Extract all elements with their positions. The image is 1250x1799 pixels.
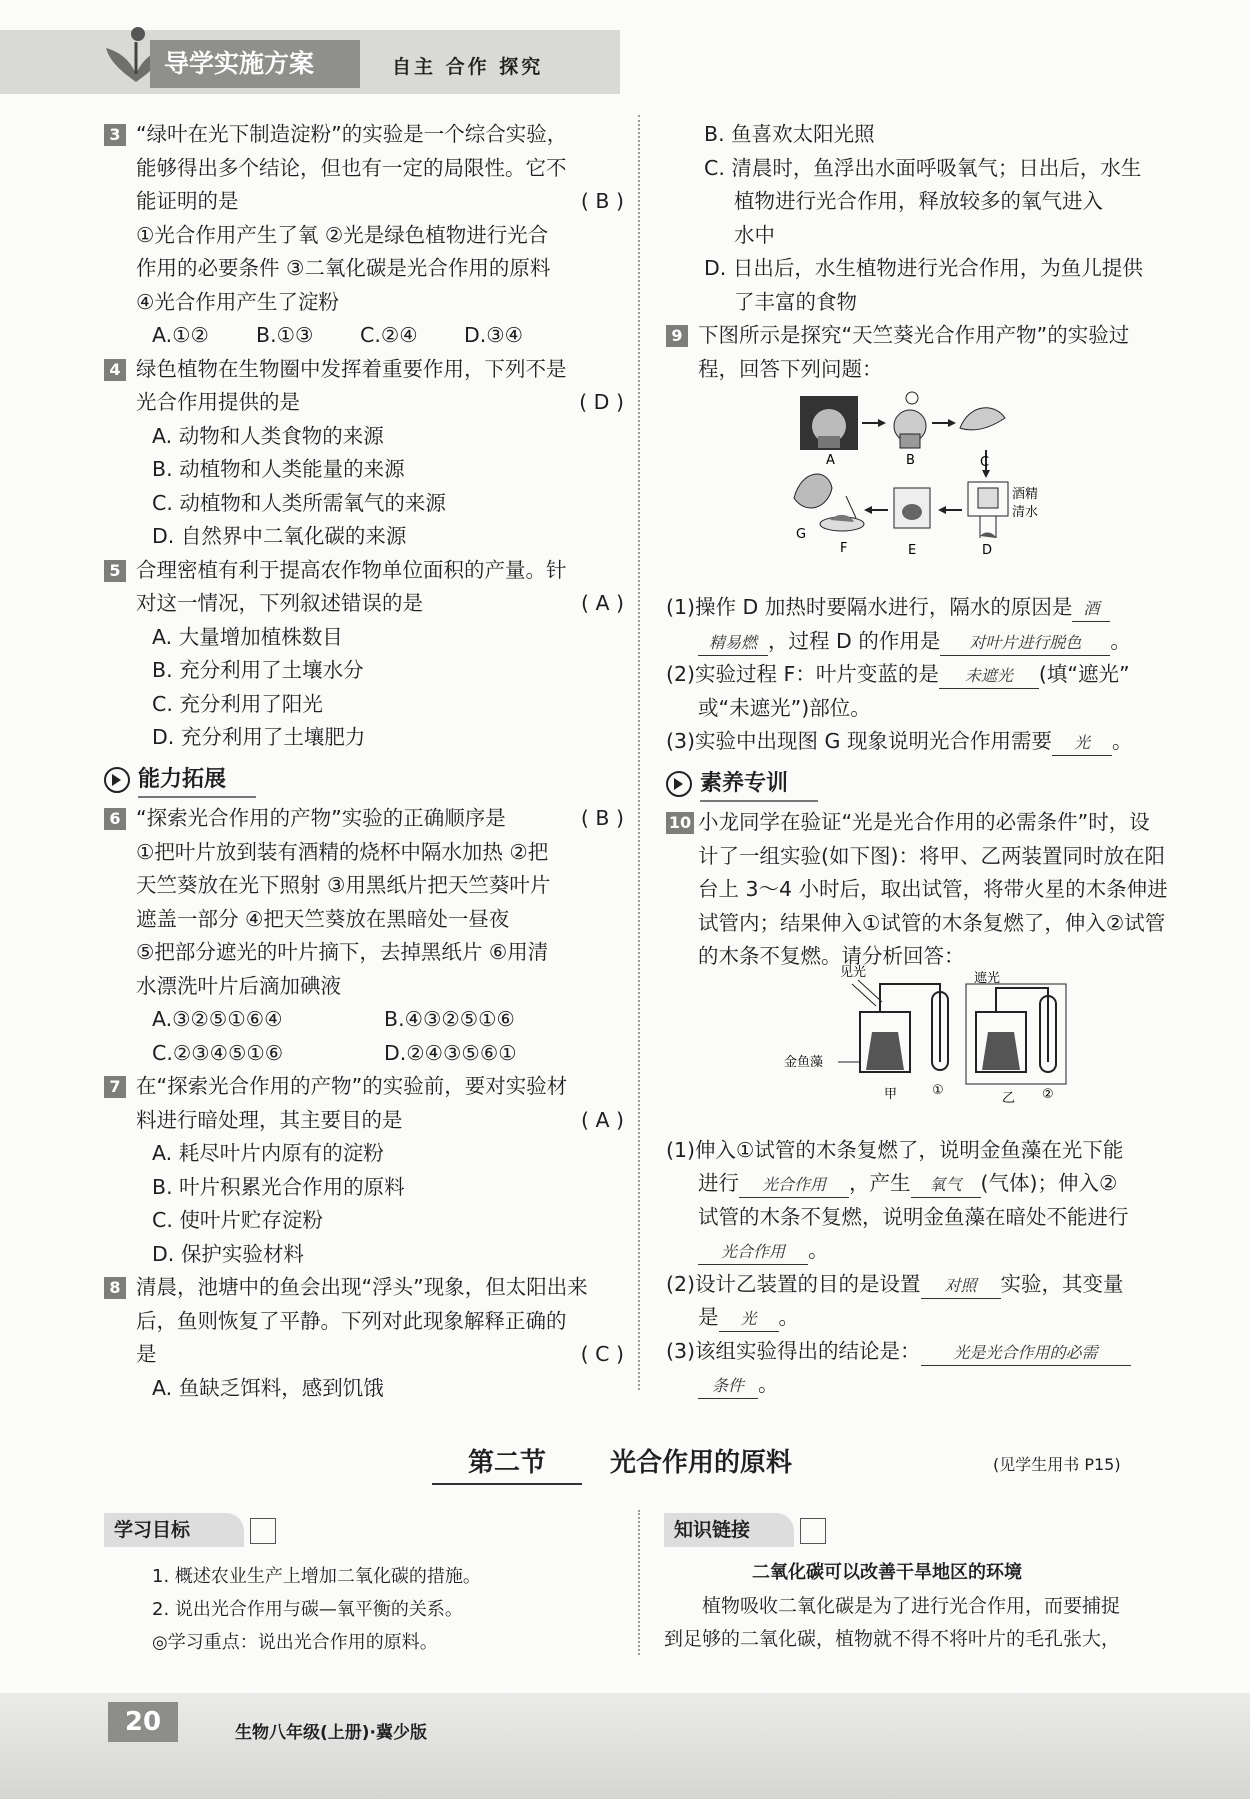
question-number: 8 <box>104 1277 126 1299</box>
options: A.①② B.①③ C.②④ D.③④ <box>152 323 524 347</box>
question-9: 9 下图所示是探究“天竺葵光合作用产物”的实验过 程，回答下列问题： <box>666 319 1170 386</box>
option: D. 日出后，水生植物进行光合作用，为鱼儿提供 <box>704 256 1143 280</box>
column-divider <box>638 115 640 1390</box>
option: C. 清晨时，鱼浮出水面呼吸氧气；日出后，水生 <box>704 155 1142 180</box>
q9-part3: (3)实验中出现图 G 现象说明光合作用需要 光 。 <box>666 725 1170 759</box>
link-arrow-icon <box>800 1518 826 1544</box>
right-column: B. 鱼喜欢太阳光照 C. 清晨时，鱼浮出水面呼吸氧气；日出后，水生 植物进行光合作用，释放较多的氧气进入 水中 D. 日出后，水生植物进行光合作用，为鱼儿提供 了丰富的食物 9 下图所示是探究“天竺葵光合作用产物”的实验过 程，回答下列问题： (1)操作 D 加热时要隔水进行，隔水的原因是 酒 精易燃 ，过程 D 的作用是 对叶片进行脱色 。 (2)实验过程 F：叶片变蓝的是 未遮光 (填“遮光” 或“未遮光”)部位。 (3)实验中出现图 G 现象说明光合作用需要 光 。 素养专训 10 小龙同学在验证“光是光合作用的必需条件”时，设 计了一组实验(如下图)：将甲、乙两装置同时放在阳 台上 3～4 小时后，取出试管，将带火星的木条伸进 试管内；结果伸入①试管的木条复燃了，伸入②试管 的木条不复燃。请分析回答： (1)伸入①试管的木条复燃了，说明金鱼藻在光下能 进行 光合作用 ，产生 氧气 (气体)；伸入② 试管的木条不复燃，说明金鱼藻在暗处不能进行 光合作用 。 (2)设计乙装置的目的是设置 对照 实验，其变量 是 光 。 (3)该组实验得出的结论是： 光是光合作用的必需 条件 。 <box>666 118 1170 1402</box>
question-number: 10 <box>666 812 694 834</box>
section-reference: (见学生用书 P15) <box>993 1455 1121 1474</box>
answer: ( A ) <box>580 591 624 615</box>
q10-experiment-figure <box>780 962 1070 1112</box>
label-weed: 金鱼藻 <box>784 1055 824 1070</box>
question-number: 6 <box>104 808 126 830</box>
section-title: 光合作用的原料 <box>610 1448 793 1478</box>
header-subtitle: 自主 合作 探究 <box>392 56 544 78</box>
q10-part3: (3)该组实验得出的结论是： 光是光合作用的必需 <box>666 1335 1170 1369</box>
arrow-icon <box>104 767 130 793</box>
label-light: 见光 <box>840 965 867 980</box>
answer: ( D ) <box>579 390 624 414</box>
option: A. 大量增加植株数目 <box>152 624 343 649</box>
section-number: 第二节 <box>432 1442 582 1485</box>
svg-text:②: ② <box>1042 1087 1054 1102</box>
question-4: 4 绿色植物在生物圈中发挥着重要作用，下列不是 光合作用提供的是 ( D ) <box>104 353 624 420</box>
svg-text:乙: 乙 <box>1002 1091 1016 1106</box>
footer-band <box>0 1693 1250 1799</box>
column-divider <box>638 1510 640 1655</box>
option: C. 使叶片贮存淀粉 <box>152 1208 323 1232</box>
left-column <box>104 118 624 1405</box>
option: B. 充分利用了土壤水分 <box>152 658 364 682</box>
svg-text:A: A <box>826 453 835 468</box>
question-8: 8 清晨，池塘中的鱼会出现“浮头”现象，但太阳出来 后，鱼则恢复了平静。下列对此现象解释正确的 是 ( C ) <box>104 1271 624 1372</box>
svg-text:D: D <box>982 543 993 558</box>
option: C. 动植物和人类所需氧气的来源 <box>152 490 446 515</box>
answer: ( B ) <box>580 806 624 830</box>
label-alcohol: 酒精 <box>1012 487 1039 502</box>
question-number: 9 <box>666 325 688 347</box>
question-number: 3 <box>104 124 126 146</box>
q9-part1: (1)操作 D 加热时要隔水进行，隔水的原因是 酒 <box>666 591 1170 625</box>
question-3: 3 “绿叶在光下制造淀粉”的实验是一个综合实验， 能够得出多个结论，但也有一定的局限性。它不 能证明的是 ( B ) ①光合作用产生了氧 ②光是绿色植物进行光合 作用的必要条件 ③二氧化碳是光合作用的原料 ④光合作用产生了淀粉 <box>104 118 624 319</box>
footer-book-title: 生物八年级(上册)·冀少版 <box>235 1723 427 1743</box>
section-heading-ability: 能力拓展 <box>104 763 624 799</box>
svg-text:甲: 甲 <box>884 1087 898 1102</box>
question-10: 10 小龙同学在验证“光是光合作用的必需条件”时，设 计了一组实验(如下图)：将甲、乙两装置同时放在阳 台上 3～4 小时后，取出试管，将带火星的木条伸进 试管内；结果伸入①试管的木条复燃了，伸入②试管 的木条不复燃。请分析回答： <box>666 806 1170 974</box>
svg-text:F: F <box>840 541 848 556</box>
option: D. 充分利用了土壤肥力 <box>152 725 366 749</box>
option: C. 充分利用了阳光 <box>152 691 323 716</box>
option: B. 叶片积累光合作用的原料 <box>152 1174 405 1199</box>
q9-experiment-figure <box>790 388 1070 583</box>
options: A.③②⑤①⑥④ B.④③②⑤①⑥ <box>152 1007 515 1031</box>
arrow-icon <box>666 771 692 797</box>
question-6: 6 “探索光合作用的产物”实验的正确顺序是 ( B ) ①把叶片放到装有酒精的烧杯中隔水加热 ②把 天竺葵放在光下照射 ③用黑纸片把天竺葵叶片 遮盖一部分 ④把天竺葵放在黑暗处一昼夜 ⑤把部分遮光的叶片摘下，去掉黑纸片 ⑥用清 水漂洗叶片后滴加碘液 <box>104 802 624 1003</box>
q10-part1: (1)伸入①试管的木条复燃了，说明金鱼藻在光下能 <box>666 1137 1124 1162</box>
options: C.②③④⑤①⑥ D.②④③⑤⑥① <box>152 1040 517 1065</box>
link-heading: 二氧化碳可以改善干旱地区的环境 <box>752 1562 1022 1583</box>
option: A. 动物和人类食物的来源 <box>152 423 384 448</box>
svg-text:E: E <box>908 543 917 558</box>
svg-text:①: ① <box>932 1083 944 1098</box>
question-5: 5 合理密植有利于提高农作物单位面积的产量。针 对这一情况，下列叙述错误的是 ( A ) <box>104 554 624 621</box>
svg-text:C: C <box>980 455 990 470</box>
option: D. 保护实验材料 <box>152 1241 304 1266</box>
q9-part2: (2)实验过程 F：叶片变蓝的是 未遮光 (填“遮光” <box>666 658 1170 692</box>
option: B. 动植物和人类能量的来源 <box>152 457 405 481</box>
option: A. 耗尽叶片内原有的淀粉 <box>152 1141 384 1165</box>
svg-text:G: G <box>796 527 807 542</box>
answer: ( C ) <box>580 1342 624 1366</box>
answer: ( B ) <box>580 189 624 213</box>
tab-learning-goals: 学习目标 <box>104 1513 244 1547</box>
option: D. 自然界中二氧化碳的来源 <box>152 524 407 548</box>
learning-goals: 1. 概述农业生产上增加二氧化碳的措施。 2. 说出光合作用与碳—氧平衡的关系。 ◎学习重点：说出光合作用的原料。 <box>152 1566 481 1653</box>
label-shade: 遮光 <box>974 971 1001 986</box>
svg-text:B: B <box>906 453 915 468</box>
question-7: 7 在“探索光合作用的产物”的实验前，要对实验材 料进行暗处理，其主要目的是 ( A ) <box>104 1070 624 1137</box>
page-number: 20 <box>108 1702 178 1742</box>
tab-knowledge-link: 知识链接 <box>664 1513 794 1547</box>
q10-part2: (2)设计乙装置的目的是设置 对照 实验，其变量 <box>666 1268 1170 1302</box>
section-heading-train: 素养专训 <box>666 767 1170 803</box>
label-water: 清水 <box>1012 505 1039 520</box>
question-number: 5 <box>104 560 126 582</box>
question-number: 7 <box>104 1076 126 1098</box>
question-number: 4 <box>104 359 126 381</box>
answer: ( A ) <box>580 1107 624 1132</box>
knowledge-link-text: 植物吸收二氧化碳是为了进行光合作用，而要捕捉 到足够的二氧化碳，植物就不得不将叶片的毛孔张大， <box>664 1595 1121 1650</box>
header-title: 导学实施方案 <box>150 40 360 88</box>
option: B. 鱼喜欢太阳光照 <box>704 122 875 146</box>
option: A. 鱼缺乏饵料，感到饥饿 <box>152 1375 384 1400</box>
link-arrow-icon <box>250 1518 276 1544</box>
